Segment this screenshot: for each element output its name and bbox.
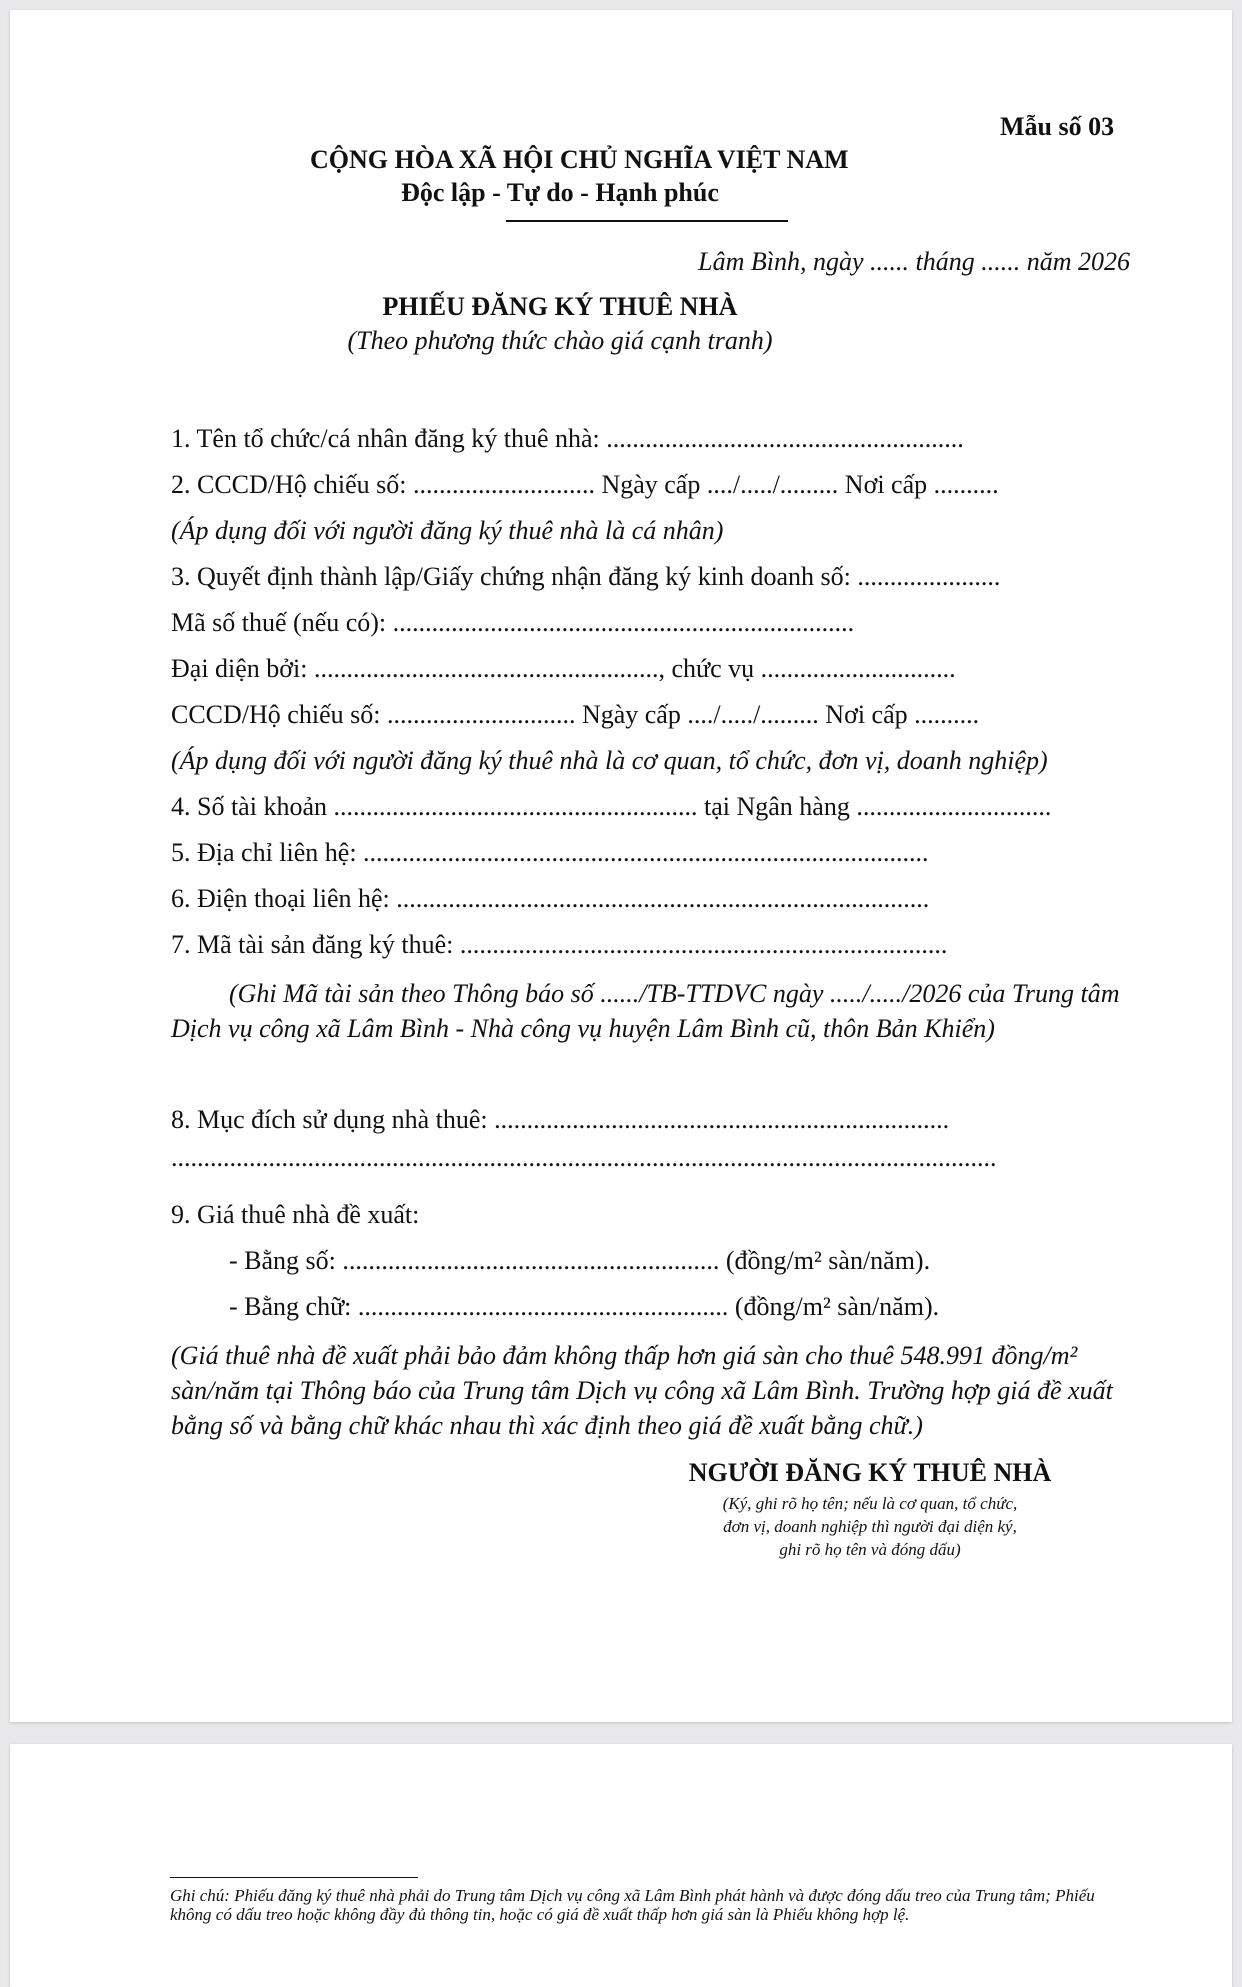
field-asset-code-note: (Ghi Mã tài sản theo Thông báo số ....../TB-TTDVC ngày ...../...../2026 của Trung tâm Dịch vụ công xã Lâm Bình - Nhà công vụ huyện Lâm Bình cũ, thôn Bản Khiển) [171,979,1120,1043]
field-representative: Đại diện bởi: ....................................................., chức vụ .............................. [171,654,956,683]
signature-instruction-3: ghi rõ họ tên và đóng dấu) [779,1540,961,1559]
signature-instruction-2: đơn vị, doanh nghiệp thì người đại diện ký, [723,1517,1017,1536]
motto-underline [506,220,788,222]
field-price-in-numbers: - Bằng số: .......................................................... (đồng/m² sàn/năm). [229,1246,931,1275]
form-number: Mẫu số 03 [1000,112,1115,141]
field-bank-account: 4. Số tài khoản ........................................................ tại Ngân hàng .............................. [171,792,1052,821]
field-organization-note: (Áp dụng đối với người đăng ký thuê nhà là cơ quan, tổ chức, đơn vị, doanh nghiệp) [171,746,1048,775]
field-organization-name: 1. Tên tổ chức/cá nhân đăng ký thuê nhà: ....................................................... [171,424,964,453]
signature-title: NGƯỜI ĐĂNG KÝ THUÊ NHÀ [688,1458,1052,1487]
document-page-2 [10,1744,1232,1987]
country-name: CỘNG HÒA XÃ HỘI CHỦ NGHĨA VIỆT NAM [310,145,849,174]
field-price-in-words: - Bằng chữ: ......................................................... (đồng/m² sàn/năm). [229,1292,940,1321]
footnote-separator [170,1877,418,1878]
document-page-1 [10,10,1232,1722]
place-date: Lâm Bình, ngày ...... tháng ...... năm 2026 [698,247,1130,276]
national-motto: Độc lập - Tự do - Hạnh phúc [401,178,719,207]
document-title: PHIẾU ĐĂNG KÝ THUÊ NHÀ [382,292,738,321]
signature-instruction-1: (Ký, ghi rõ họ tên; nếu là cơ quan, tổ chức, [722,1494,1018,1513]
field-proposed-price: 9. Giá thuê nhà đề xuất: [171,1200,420,1229]
field-usage-purpose: 8. Mục đích sử dụng nhà thuê: ...................................................................... [171,1105,950,1134]
document-subtitle: (Theo phương thức chào giá cạnh tranh) [347,326,773,355]
field-contact-phone: 6. Điện thoại liên hệ: .................................................................................. [171,884,930,913]
footnote: Ghi chú: Phiếu đăng ký thuê nhà phải do Trung tâm Dịch vụ công xã Lâm Bình phát hành và được đóng dấu treo của Trung tâm; Phiếu không có dấu treo hoặc không đầy đủ thông tin, hoặc có giá đề xuất thấp hơn giá sàn là Phiếu không hợp lệ. [170,1886,1095,1924]
field-id-number: 2. CCCD/Hộ chiếu số: ............................ Ngày cấp ..../...../......... Nơi cấp .......... [171,470,999,499]
field-business-license: 3. Quyết định thành lập/Giấy chứng nhận đăng ký kinh doanh số: ...................... [171,562,1001,591]
field-asset-code: 7. Mã tài sản đăng ký thuê: ........................................................................... [171,930,948,959]
field-id-note: (Áp dụng đối với người đăng ký thuê nhà là cá nhân) [171,516,724,545]
field-usage-purpose-continued: ............................................................................................................................... [171,1143,997,1172]
price-note: (Giá thuê nhà đề xuất phải bảo đảm không thấp hơn giá sàn cho thuê 548.991 đồng/m² sàn/năm tại Thông báo của Trung tâm Dịch vụ công xã Lâm Bình. Trường hợp giá đề xuất bằng số và bằng chữ khác nhau thì xác định theo giá đề xuất bằng chữ.) [171,1341,1113,1440]
field-contact-address: 5. Địa chỉ liên hệ: ....................................................................................... [171,838,929,867]
field-tax-code: Mã số thuế (nếu có): ....................................................................... [171,608,855,637]
field-representative-id: CCCD/Hộ chiếu số: ............................. Ngày cấp ..../...../......... Nơi cấp .......... [171,700,980,729]
